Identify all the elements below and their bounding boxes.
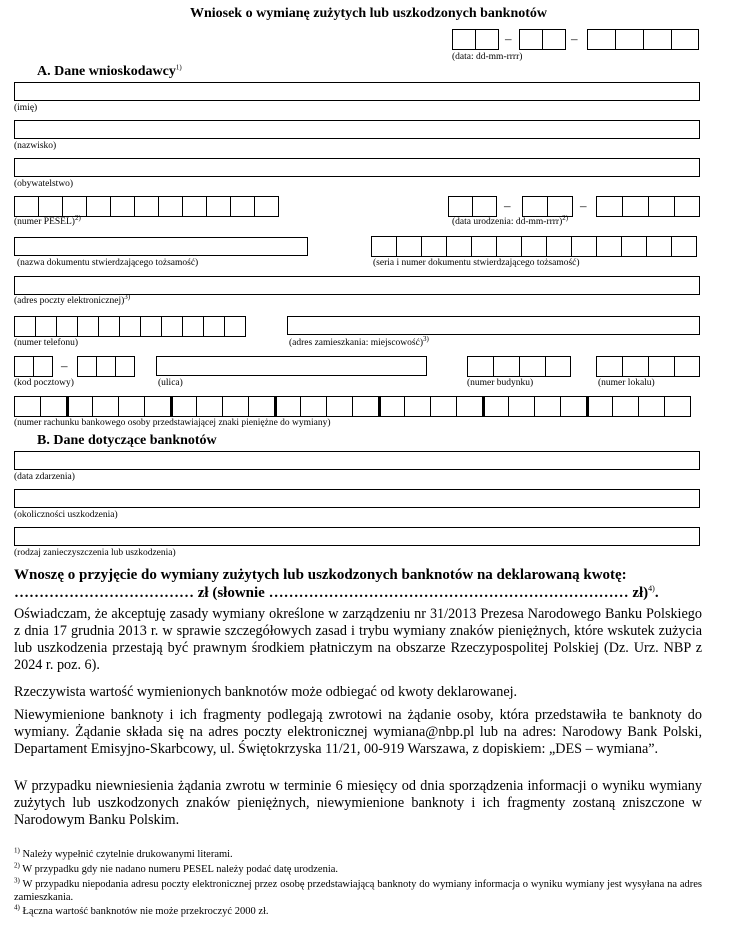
birth-year-input[interactable]: [596, 196, 700, 217]
id-doc-number-input[interactable]: [371, 236, 697, 257]
pesel-input[interactable]: [14, 196, 279, 217]
id-doc-name-label: (nazwa dokumentu stwierdzającego tożsamość): [17, 258, 199, 268]
city-field[interactable]: [287, 316, 700, 335]
postal-code-first-input[interactable]: [14, 356, 53, 377]
phone-input[interactable]: [14, 316, 246, 337]
date-separator: –: [505, 31, 512, 46]
citizenship-field[interactable]: [14, 158, 700, 177]
declaration-text: [14, 566, 700, 602]
email-label: (adres poczty elektronicznej)$^{3)}$: [14, 292, 131, 306]
circumstances-field[interactable]: [14, 489, 700, 508]
section-a-title: A. Dane wnioskodawcy$^{1)}$: [37, 63, 182, 79]
building-number-input[interactable]: [467, 356, 571, 377]
last-name-field[interactable]: [14, 120, 700, 139]
event-date-field[interactable]: [14, 451, 700, 470]
contamination-field[interactable]: [14, 527, 700, 546]
event-date-label: (data zdarzenia): [14, 472, 75, 482]
last-name-label: (nazwisko): [14, 141, 57, 151]
statement-paragraph: W przypadku niewniesienia żądania zwrotu w terminie 6 miesięcy od dnia sporządzenia informacji o wyniku wymiany zużytych lub uszkodzonych znaków pieniężnych, niewymienione banknoty i ich fragmenty zostaną zniszczone w Narodowym Banku Polskim.: [14, 778, 702, 828]
first-name-label: (imię): [14, 103, 38, 113]
date-label: (data: dd-mm-rrrr): [452, 52, 523, 62]
date-month-input[interactable]: [519, 29, 566, 50]
postal-code-second-input[interactable]: [77, 356, 135, 377]
footnote: $^{3)}$ W przypadku niepodania adresu poczty elektronicznej przez osobę przedstawiającą banknoty do wymiany informacja o wyniku wymiany jest wysyłana na adres zamieszkania.: [14, 876, 702, 903]
statement-paragraph: Rzeczywista wartość wymienionych banknotów może odbiegać od kwoty deklarowanej.: [14, 684, 518, 700]
circumstances-label: (okoliczności uszkodzenia): [14, 510, 118, 520]
statement-paragraph: Oświadczam, że akceptuję zasady wymiany określone w zarządzeniu nr 31/2013 Prezesa Narodowego Banku Polskiego z dnia 17 grudnia 2013 r. w sprawie szczegółowych zasad i trybu wymiany znaków pieniężnych, które wskutek zużycia lub uszkodzenia przestają być prawnym środkiem płatniczym na obszarze Rzeczypospolitej Polskiej (Dz. Urz. NBP z 2024 r. poz. 6).: [14, 606, 702, 673]
statement-paragraph: Niewymienione banknoty i ich fragmenty podlegają zwrotowi na żądanie osoby, która przedstawiła te banknoty do wymiany. Żądanie składa się na adres poczty elektronicznej wymiana@nbp.pl lub na adres: Narodowy Bank Polski, Departament Emisyjno-Skarbcowy, ul. Świętokrzyska 11/21, 00-919 Warszawa, z dopiskiem: „DES – wymiana”.: [14, 707, 702, 757]
apartment-number-input[interactable]: [596, 356, 700, 377]
date-day-input[interactable]: [452, 29, 499, 50]
postal-code-separator: –: [61, 358, 68, 373]
date-year-input[interactable]: [587, 29, 699, 50]
declaration-line-1: Wnoszę o przyjęcie do wymiany zużytych lub uszkodzonych banknotów na deklarowaną kwotę:: [14, 567, 627, 583]
first-name-field[interactable]: [14, 82, 700, 101]
bank-account-input[interactable]: [14, 396, 691, 417]
apartment-number-label: (numer lokalu): [598, 378, 655, 388]
pesel-label: (numer PESEL)$^{2)}$: [14, 213, 81, 227]
city-label: (adres zamieszkania: miejscowość)$^{3)}$: [289, 334, 429, 348]
date-separator: –: [580, 198, 587, 213]
footnote: $^{4)}$ Łączna wartość banknotów nie może przekroczyć 2000 zł.: [14, 903, 269, 917]
date-separator: –: [504, 198, 511, 213]
declaration-line-2: ……………………………… zł (słownie ……………………………………………………………… zł)$^{4)}$.: [14, 584, 659, 601]
footnote: $^{1)}$ Należy wypełnić czytelnie drukowanymi literami.: [14, 846, 233, 860]
birth-day-input[interactable]: [448, 196, 497, 217]
id-doc-number-label: (seria i numer dokumentu stwierdzającego tożsamość): [373, 258, 580, 268]
email-field[interactable]: [14, 276, 700, 295]
contamination-label: (rodzaj zanieczyszczenia lub uszkodzenia): [14, 548, 176, 558]
citizenship-label: (obywatelstwo): [14, 179, 74, 189]
bank-account-label: (numer rachunku bankowego osoby przedstawiającej znaki pieniężne do wymiany): [14, 418, 331, 428]
phone-label: (numer telefonu): [14, 338, 79, 348]
footnote: $^{2)}$ W przypadku gdy nie nadano numeru PESEL należy podać datę urodzenia.: [14, 861, 339, 875]
date-separator: –: [571, 31, 578, 46]
building-number-label: (numer budynku): [467, 378, 534, 388]
street-label: (ulica): [158, 378, 183, 388]
street-field[interactable]: [156, 356, 427, 376]
section-b-title: B. Dane dotyczące banknotów: [37, 433, 217, 448]
form-title: Wniosek o wymianę zużytych lub uszkodzonych banknotów: [189, 6, 548, 21]
postal-code-label: (kod pocztowy): [14, 378, 74, 388]
id-doc-name-field[interactable]: [14, 237, 308, 256]
birth-date-label: (data urodzenia: dd-mm-rrrr)$^{2)}$: [452, 213, 569, 227]
